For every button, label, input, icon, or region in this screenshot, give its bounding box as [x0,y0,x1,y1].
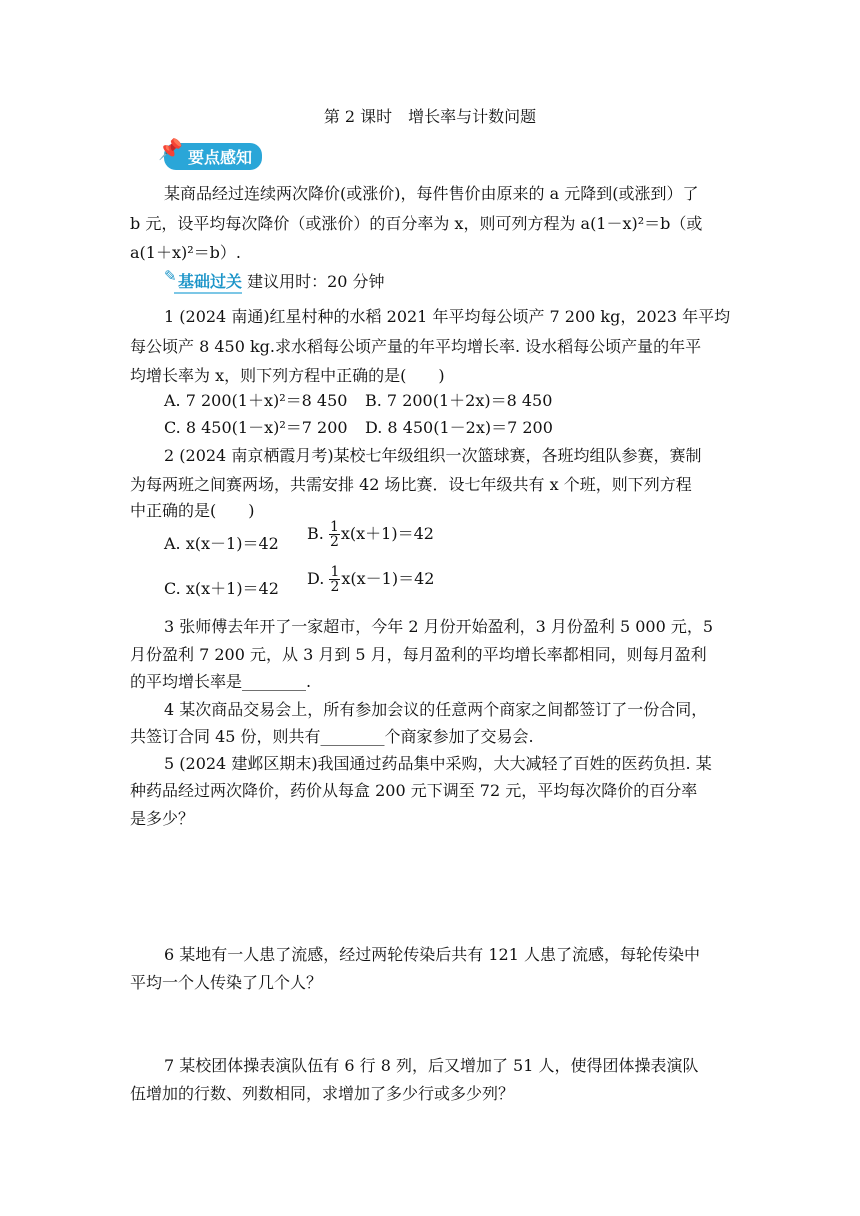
option-b: B. $\frac{1}{2}$ x(x＋1)＝42 [307,519,434,550]
fraction: $\frac{1}{2}$ [329,519,339,550]
option-c: C. 8 450(1－x)²＝7 200 [164,418,348,437]
question-line: 3 张师傅去年开了一家超市，今年 2 月份开始盈利，3 月份盈利 5 000 元，5 [164,617,714,636]
question-line: 1 (2024 南通)红星村种的水稻 2021 年平均每公顷产 7 200 kg，2023 年平均 [164,307,731,326]
option-a: A. x(x－1)＝42 [164,534,279,553]
option-a: A. 7 200(1＋x)²＝8 450 [164,391,348,410]
question-line: 是多少？ [130,809,195,828]
pushpin-icon: 📌 [158,137,183,161]
pen-icon: ✎ [164,267,177,285]
question-line: 平均一个人传染了几个人？ [130,973,323,992]
fraction: $\frac{1}{2}$ [330,564,340,595]
section-tag-label: 要点感知 [188,148,253,167]
option-d: D. $\frac{1}{2}$ x(x－1)＝42 [307,564,435,595]
question-line: 每公顷产 8 450 kg.求水稻每公顷产量的年平均增长率. 设水稻每公顷产量的年平 [130,337,702,356]
question-line: 均增长率为 x，则下列方程中正确的是( ) [130,366,445,385]
suggested-time: 建议用时：20 分钟 [247,272,385,291]
question-line: 为每两班之间赛两场，共需安排 42 场比赛．设七年级共有 x 个班，则下列方程 [130,475,692,494]
section-tag-label: 基础过关 [178,272,243,291]
question-line: 7 某校团体操表演队伍有 6 行 8 列，后又增加了 51 人，使得团体操表演队 [164,1056,699,1075]
section-header-basics [164,269,385,292]
question-line: 的平均增长率是________. [130,672,312,691]
section-tag-key-points [158,137,262,170]
question-line: 月份盈利 7 200 元，从 3 月到 5 月，每月盈利的平均增长率都相同，则每月盈利 [130,645,707,664]
option-b: B. 7 200(1＋2x)＝8 450 [365,391,553,410]
question-line: 中正确的是( ) [130,501,255,520]
key-point-line: a(1＋x)²＝b）. [130,243,241,262]
option-d: D. 8 450(1－2x)＝7 200 [365,418,553,437]
question-line: 种药品经过两次降价，药价从每盒 200 元下调至 72 元，平均每次降价的百分率 [130,781,698,800]
key-point-line: b 元，设平均每次降价（或涨价）的百分率为 x，则可列方程为 a(1－x)²＝b（或 [130,214,703,233]
page-title: 第 2 课时 增长率与计数问题 [323,107,537,126]
question-line: 共签订合同 45 份，则共有________个商家参加了交易会. [130,727,534,746]
question-line: 6 某地有一人患了流感，经过两轮传染后共有 121 人患了流感，每轮传染中 [164,945,700,964]
question-line: 伍增加的行数、列数相同，求增加了多少行或多少列？ [130,1084,515,1103]
question-line: 2 (2024 南京栖霞月考)某校七年级组织一次篮球赛，各班均组队参赛，赛制 [164,446,702,465]
question-line: 5 (2024 建邺区期末)我国通过药品集中采购，大大减轻了百姓的医药负担. 某 [164,754,712,773]
key-point-line: 某商品经过连续两次降价(或涨价)，每件售价由原来的 a 元降到(或涨到）了 [164,184,699,203]
option-c: C. x(x＋1)＝42 [164,579,279,598]
question-line: 4 某次商品交易会上，所有参加会议的任意两个商家之间都签订了一份合同， [164,700,708,719]
